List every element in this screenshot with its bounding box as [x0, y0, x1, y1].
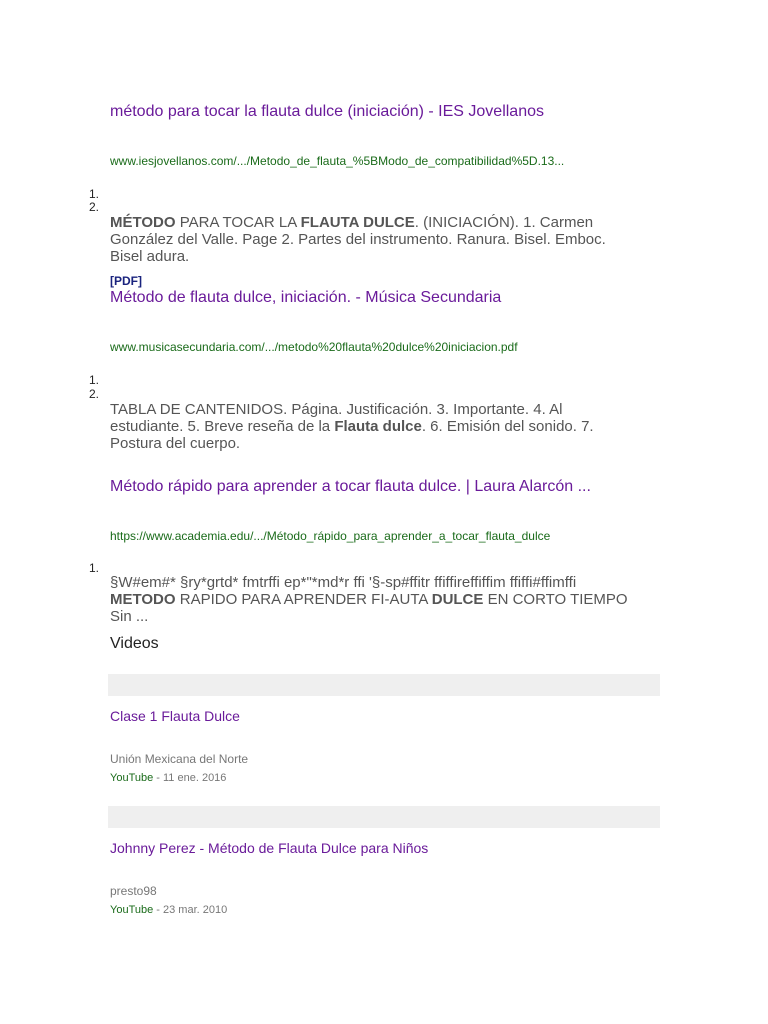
snippet-bold-text: Flauta dulce: [334, 418, 422, 435]
list-number: 2.: [89, 200, 100, 214]
video-date: - 11 ene. 2016: [153, 772, 227, 784]
snippet-text: §W#em#* §ry*grtd* fmtrffi ep*"*md*r ffi '§-sp#ffitr ffiffireffiffim ffiffi#ffimffi: [110, 574, 577, 591]
result-url[interactable]: https://www.academia.edu/.../Método_rápido_para_aprender_a_tocar_flauta_dulce: [110, 529, 551, 543]
video-source: YouTube: [110, 772, 154, 784]
snippet-bold-text: DULCE: [431, 591, 484, 608]
list-number: 2.: [89, 387, 100, 401]
result-url[interactable]: www.iesjovellanos.com/.../Metodo_de_flauta_%5BModo_de_compatibilidad%5D.13...: [110, 154, 565, 168]
pdf-badge: [PDF]: [110, 274, 142, 288]
snippet-bold-text: METODO: [110, 591, 176, 608]
video-thumbnail-bar[interactable]: [108, 806, 660, 828]
video-title[interactable]: Johnny Perez - Método de Flauta Dulce para Niños: [110, 840, 429, 856]
list-number: 1.: [89, 373, 100, 387]
result-title[interactable]: Método de flauta dulce, iniciación. - Música Secundaria: [110, 289, 502, 306]
video-meta: [110, 772, 226, 784]
result-snippet: [110, 401, 630, 452]
snippet-text: EN CORTO TIEMPO Sin ...: [110, 591, 628, 625]
videos-heading: Videos: [110, 635, 159, 652]
result-title[interactable]: Método rápido para aprender a tocar flauta dulce. | Laura Alarcón ...: [110, 478, 591, 495]
snippet-text: . 6. Emisión del sonido. 7. Postura del cuerpo.: [110, 418, 594, 452]
video-thumbnail-bar[interactable]: [108, 674, 660, 696]
video-date: - 23 mar. 2010: [153, 904, 228, 916]
list-number: 1.: [89, 561, 100, 575]
video-meta: [110, 904, 227, 916]
snippet-bold-text: FLAUTA DULCE: [300, 214, 415, 231]
video-title[interactable]: Clase 1 Flauta Dulce: [110, 708, 240, 724]
snippet-text: RAPIDO PARA APRENDER FI-AUTA: [175, 591, 432, 608]
result-snippet: [110, 214, 630, 265]
snippet-text: TABLA DE CANTENIDOS. Página. Justificación. 3. Importante. 4. Al estudiante. 5. Breve reseña de la: [110, 401, 563, 435]
result-url[interactable]: www.musicasecundaria.com/.../metodo%20flauta%20dulce%20iniciacion.pdf: [110, 340, 518, 354]
video-source: YouTube: [110, 904, 154, 916]
snippet-text: PARA TOCAR LA: [175, 214, 301, 231]
result-title[interactable]: método para tocar la flauta dulce (iniciación) - IES Jovellanos: [110, 103, 544, 120]
video-author: presto98: [110, 884, 157, 898]
list-number: 1.: [89, 187, 100, 201]
result-snippet: [110, 574, 630, 625]
snippet-text: . (INICIACIÓN). 1. Carmen González del Valle. Page 2. Partes del instrumento. Ranura. Bisel. Emboc. Bisel adura.: [110, 214, 606, 265]
snippet-bold-text: MÉTODO: [110, 214, 176, 231]
video-author: Unión Mexicana del Norte: [110, 752, 249, 766]
